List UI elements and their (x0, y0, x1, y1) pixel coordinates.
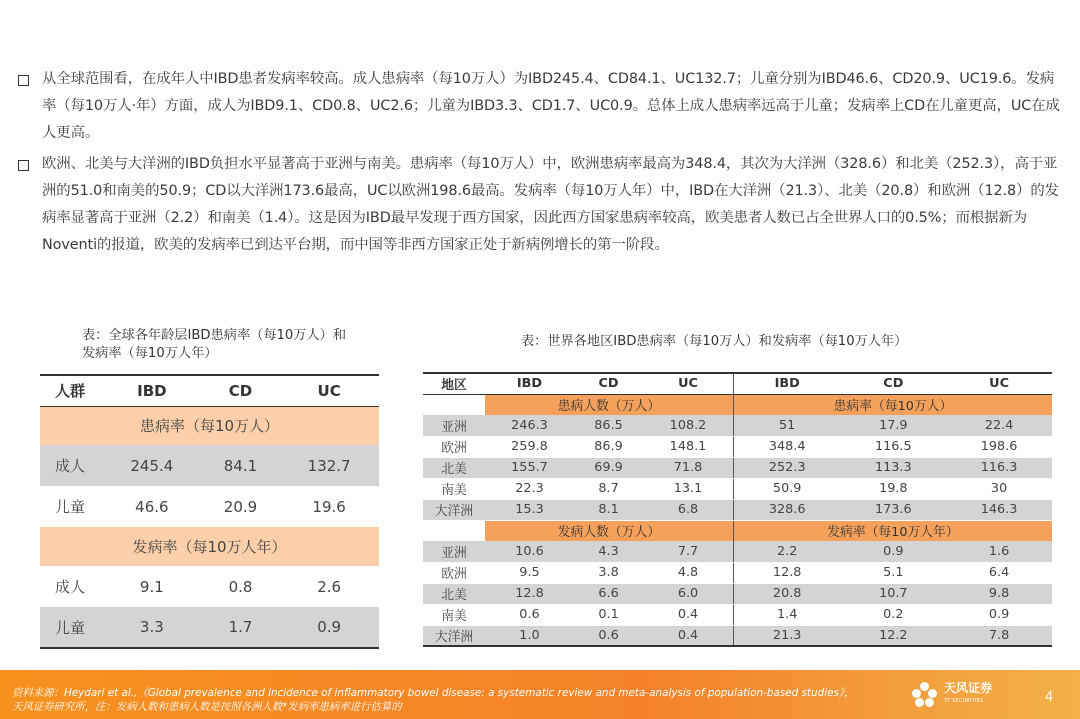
bullet-list (22, 66, 1062, 263)
table-row (423, 562, 1052, 583)
row-label: 大洋洲 (423, 499, 485, 520)
table-cell: 19.8 (840, 478, 946, 499)
table-cell: 22.3 (485, 478, 574, 499)
footer-bar (0, 670, 1080, 719)
table-cell: 198.6 (946, 436, 1052, 457)
column-header: IBD (137, 381, 167, 400)
table-cell: 20.8 (733, 583, 840, 604)
table-cell: 328.6 (733, 499, 840, 520)
column-header: CD (598, 376, 619, 392)
table-cell: 0.8 (228, 577, 253, 596)
section-spacer (423, 520, 485, 541)
table-cell: 84.1 (223, 456, 258, 475)
table-cell: 173.6 (840, 499, 946, 520)
table-cell: 0.6 (574, 625, 643, 646)
table-cell: 3.8 (574, 562, 643, 583)
bullet-item (22, 66, 1062, 147)
table-cell: 8.1 (574, 499, 643, 520)
table-cell: 7.8 (946, 625, 1052, 646)
column-header: CD (883, 376, 904, 392)
table-cell: 146.3 (946, 499, 1052, 520)
section-header-row (423, 520, 1052, 541)
row-label: 成人 (55, 457, 86, 475)
table-cell: 6.6 (574, 583, 643, 604)
table-cell: 0.4 (643, 604, 733, 625)
table-cell: 245.4 (130, 456, 174, 475)
column-header: UC (989, 376, 1009, 392)
section-title: 患病率（每10万人） (733, 394, 1052, 415)
table-cell: 2.6 (317, 577, 342, 596)
table-row (423, 583, 1052, 604)
table-header-row (40, 375, 379, 406)
row-label: 亚洲 (423, 541, 485, 562)
table-cell: 3.3 (139, 618, 164, 636)
table-cell: 12.2 (840, 625, 946, 646)
column-header: CD (228, 381, 253, 400)
table-cell: 17.9 (840, 415, 946, 436)
table-cell: 0.9 (317, 618, 342, 636)
table-cell: 5.1 (840, 562, 946, 583)
row-label: 欧洲 (423, 436, 485, 457)
column-header: 人群 (55, 382, 86, 401)
row-label: 亚洲 (423, 415, 485, 436)
section-header-row (423, 394, 1052, 415)
table-row (423, 415, 1052, 436)
page-number: 4 (1045, 690, 1054, 705)
table-row (423, 625, 1052, 646)
table-cell: 30 (946, 478, 1052, 499)
row-label: 大洋洲 (423, 625, 485, 646)
table-cell: 132.7 (307, 456, 351, 475)
column-header: IBD (516, 376, 543, 392)
section-title: 发病率（每10万人年） (733, 520, 1052, 541)
column-header: UC (317, 381, 341, 400)
column-header: 地区 (441, 378, 467, 394)
table-cell: 46.6 (135, 497, 169, 516)
table-cell: 0.1 (574, 604, 643, 625)
table-row (423, 499, 1052, 520)
table-cell: 12.8 (485, 583, 574, 604)
table-cell: 1.4 (733, 604, 840, 625)
table-cell: 10.7 (840, 583, 946, 604)
row-label: 北美 (423, 583, 485, 604)
table-cell: 69.9 (574, 457, 643, 478)
column-header: IBD (733, 373, 840, 394)
table-cell: 0.9 (840, 541, 946, 562)
bullet-text: 欧洲、北美与大洋洲的IBD负担水平显著高于亚洲与南美。患病率（每10万人）中，欧洲患病率最高为348.4，其次为大洋洲（328.6）和北美（252.3），高于亚洲的51.0和南美的50.9；CD以大洋洲173.6最高，UC以欧洲198.6最高。发病率（每10万人年）中，IBD在大洋洲（21.3）、北美（20.8）和欧洲（12.8）的发病率显著高于亚洲（2.2）和南美（1.4）。这是因为IBD最早发现于西方国家，因此西方国家患病率较高，欧美患者人数已占全世界人口的0.5%；而根据新为Noventi的报道，欧美的发病率已到达平台期，而中国等非西方国家正处于新病例增长的第一阶段。 (42, 156, 1059, 253)
row-label: 欧洲 (423, 562, 485, 583)
age-group-table (40, 374, 379, 649)
section-title: 发病率（每10万人年） (132, 538, 287, 556)
table-cell: 4.8 (643, 562, 733, 583)
table-cell: 71.8 (643, 457, 733, 478)
flower-logo-icon (912, 682, 938, 708)
table-cell: 1.6 (946, 541, 1052, 562)
table-cell: 348.4 (733, 436, 840, 457)
bullet-text: 从全球范围看，在成年人中IBD患者发病率较高。成人患病率（每10万人）为IBD245.4、CD84.1、UC132.7；儿童分别为IBD46.6、CD20.9、UC19.6。发病率（每10万人·年）方面，成人为IBD9.1、CD0.8、UC2.6；儿童为IBD3.3、CD1.7、UC0.9。总体上成人患病率远高于儿童；发病率上CD在儿童更高，UC在成人更高。 (42, 71, 1060, 141)
table-row (40, 486, 379, 527)
table-cell: 108.2 (643, 415, 733, 436)
table-cell: 1.7 (228, 618, 253, 636)
table-cell: 10.6 (485, 541, 574, 562)
table-cell: 113.3 (840, 457, 946, 478)
table-cell: 252.3 (733, 457, 840, 478)
table-row (423, 541, 1052, 562)
table-row (40, 607, 379, 648)
row-label: 北美 (423, 457, 485, 478)
table-cell: 0.9 (946, 604, 1052, 625)
table-cell: 22.4 (946, 415, 1052, 436)
table-cell: 15.3 (485, 499, 574, 520)
section-title: 发病人数（万人） (485, 520, 733, 541)
table-row (40, 566, 379, 607)
source-note: 资料来源：Heydari et al.,《Global prevalence and incidence of inflammatory bowel disease: a systematic review and meta-analysis of population-based studies》，天风证券研究所，注：发病人数和患病人数是按照各洲人数*发病率患病率进行估算的 (12, 687, 855, 713)
section-title: 患病人数（万人） (485, 394, 733, 415)
table-header-row (423, 373, 1052, 394)
row-label: 儿童 (55, 498, 86, 516)
table-cell: 8.7 (574, 478, 643, 499)
brand-logo (912, 679, 992, 711)
table-row (423, 457, 1052, 478)
table-cell: 2.2 (733, 541, 840, 562)
table-cell: 0.2 (840, 604, 946, 625)
table-cell: 7.7 (643, 541, 733, 562)
section-header-row (40, 406, 379, 445)
table-cell: 116.3 (946, 457, 1052, 478)
table-cell: 6.4 (946, 562, 1052, 583)
table-cell: 155.7 (485, 457, 574, 478)
table-row (423, 478, 1052, 499)
table-cell: 9.8 (946, 583, 1052, 604)
table-cell: 0.6 (485, 604, 574, 625)
table-row (423, 604, 1052, 625)
table-row (423, 436, 1052, 457)
table-cell: 20.9 (223, 497, 258, 516)
table-cell: 12.8 (733, 562, 840, 583)
table2-caption: 表：世界各地区IBD患病率（每10万人）和发病率（每10万人年） (521, 334, 908, 349)
square-bullet-icon (18, 75, 29, 86)
region-table (423, 372, 1052, 647)
table-cell: 148.1 (643, 436, 733, 457)
table-cell: 246.3 (485, 415, 574, 436)
table-cell: 6.8 (643, 499, 733, 520)
table-cell: 0.4 (643, 625, 733, 646)
table-cell: 259.8 (485, 436, 574, 457)
table-cell: 19.6 (312, 497, 346, 516)
square-bullet-icon (18, 160, 29, 171)
table-cell: 9.1 (139, 577, 164, 596)
brand-name: 天风证券 TF SECURITIES (944, 681, 993, 704)
region-table-body (423, 394, 1052, 646)
bullet-item (22, 151, 1062, 259)
table-cell: 4.3 (574, 541, 643, 562)
table-row (40, 445, 379, 486)
table1-caption: 表：全球各年龄层IBD患病率（每10万人）和发病率（每10万人年） (82, 328, 347, 361)
table-cell: 9.5 (485, 562, 574, 583)
table-cell: 86.9 (574, 436, 643, 457)
table-cell: 51 (733, 415, 840, 436)
section-title: 患病率（每10万人） (139, 417, 280, 436)
section-spacer (423, 394, 485, 415)
table-cell: 86.5 (574, 415, 643, 436)
section-header-row (40, 527, 379, 566)
row-label: 儿童 (55, 618, 86, 637)
row-label: 成人 (55, 578, 86, 596)
table-cell: 6.0 (643, 583, 733, 604)
table-cell: 50.9 (733, 478, 840, 499)
table-cell: 1.0 (485, 625, 574, 646)
table-cell: 116.5 (840, 436, 946, 457)
table-cell: 21.3 (733, 625, 840, 646)
row-label: 南美 (423, 604, 485, 625)
table-cell: 13.1 (643, 478, 733, 499)
column-header: UC (678, 376, 698, 392)
row-label: 南美 (423, 478, 485, 499)
